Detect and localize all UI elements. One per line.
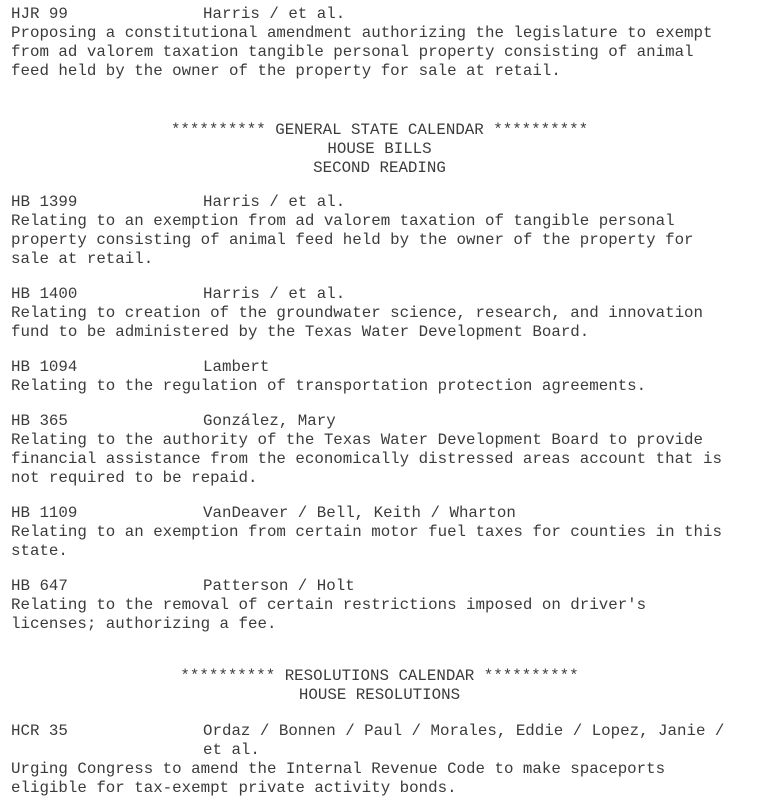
bill-authors [203,358,748,377]
author-line: Patterson / Holt [203,577,355,595]
description-line: Relating to the regulation of transportation protection agreements. [11,377,647,395]
description-line: state. [11,542,68,560]
bill-entry-hb-1109 [11,504,748,561]
bill-entry-hcr-35 [11,722,748,798]
author-line: Ordaz / Bonnen / Paul / Morales, Eddie / Lopez, Janie / [203,722,725,740]
bill-number: HB 365 [11,412,68,430]
author-line: VanDeaver / Bell, Keith / Wharton [203,504,516,522]
author-line: Harris / et al. [203,193,346,211]
bill-number: HB 647 [11,577,68,595]
bill-entry-header [11,722,748,760]
bill-authors [203,412,748,431]
section-heading-general-state-calendar [11,121,748,178]
bill-number: HB 1400 [11,285,78,303]
heading-line: ********** GENERAL STATE CALENDAR ********** [170,121,589,139]
bill-authors [203,285,748,304]
bill-authors [203,5,748,24]
bill-description [11,431,748,488]
bill-entry-hb-1399 [11,193,748,269]
author-line: et al. [203,741,260,759]
bill-number: HB 1399 [11,193,78,211]
bill-description [11,377,748,396]
description-line: fund to be administered by the Texas Water Development Board. [11,323,590,341]
author-line: Lambert [203,358,270,376]
bill-description [11,760,748,798]
bill-description [11,596,748,634]
description-line: sale at retail. [11,250,154,268]
author-line: Harris / et al. [203,285,346,303]
description-line: Proposing a constitutional amendment authorizing the legislature to exempt [11,24,713,42]
author-line: Harris / et al. [203,5,346,23]
heading-line: ********** RESOLUTIONS CALENDAR ********** [180,667,579,685]
heading-line: HOUSE BILLS [327,140,432,158]
bill-entry-header [11,358,748,377]
bill-authors [203,577,748,596]
bill-number: HB 1109 [11,504,78,522]
bill-description [11,523,748,561]
description-line: not required to be repaid. [11,469,258,487]
heading-line: SECOND READING [313,159,446,177]
bill-entry-hjr-99 [11,5,748,81]
description-line: Relating to creation of the groundwater science, research, and innovation [11,304,704,322]
bill-entry-header [11,412,748,431]
description-line: Relating to the removal of certain restrictions imposed on driver's [11,596,647,614]
description-line: property consisting of animal feed held by the owner of the property for [11,231,694,249]
author-line: González, Mary [203,412,336,430]
bill-number: HB 1094 [11,358,78,376]
bill-entry-header [11,285,748,304]
description-line: licenses; authorizing a fee. [11,615,277,633]
bill-entry-header [11,577,748,596]
bill-authors [203,193,748,212]
bill-entry-header [11,193,748,212]
description-line: Relating to the authority of the Texas Water Development Board to provide [11,431,704,449]
section-heading-resolutions-calendar [11,667,748,705]
description-line: financial assistance from the economically distressed areas account that is [11,450,722,468]
bill-description [11,212,748,269]
description-line: Relating to an exemption from ad valorem taxation of tangible personal [11,212,675,230]
heading-line: HOUSE RESOLUTIONS [298,686,461,704]
bill-number: HJR 99 [11,5,68,23]
description-line: Urging Congress to amend the Internal Revenue Code to make spaceports [11,760,666,778]
bill-entry-header [11,504,748,523]
description-line: from ad valorem taxation tangible personal property consisting of animal [11,43,694,61]
bill-description [11,24,748,81]
bill-authors [203,722,748,760]
bill-entry-hb-365 [11,412,748,488]
bill-entry-header [11,5,748,24]
bill-entry-hb-647 [11,577,748,634]
bill-entry-hb-1094 [11,358,748,396]
bill-authors [203,504,748,523]
bill-description [11,304,748,342]
description-line: feed held by the owner of the property for sale at retail. [11,62,561,80]
bill-number: HCR 35 [11,722,68,740]
bill-entry-hb-1400 [11,285,748,342]
description-line: eligible for tax-exempt private activity bonds. [11,779,457,797]
description-line: Relating to an exemption from certain motor fuel taxes for counties in this [11,523,722,541]
